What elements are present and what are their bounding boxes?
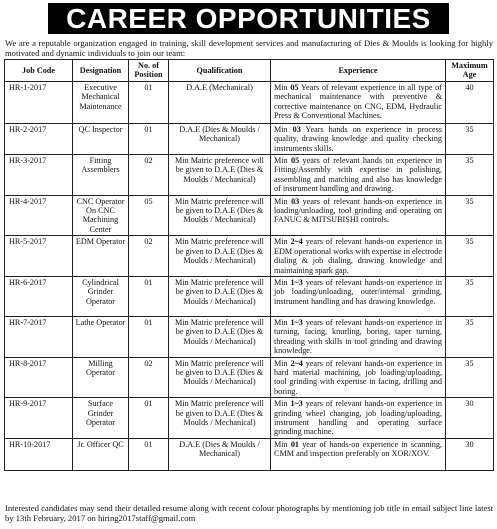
experience-text: years of relevant hands-on experience in EDM operational works with expertise in electrode dialing & job dialing, drawing knowledge and maintaining spark gap. [274,237,442,275]
experience-years: 03 [291,196,300,206]
jobs-table [4,59,494,471]
positions-cell: 02 [129,155,169,196]
experience-cell [271,357,446,398]
max-age-cell: 40 [446,81,494,123]
experience-text: Min [274,317,291,327]
table-row [5,195,494,236]
footer-instructions: Interested candidates may send their detailed resume along with recent colour photographs by mentioning job title in email subject line latest by 13th February, 2017 on hiring2017staff@gmail.com [5,503,493,523]
experience-text: Min [274,277,291,287]
experience-years: 03 [292,124,301,134]
experience-cell [271,155,446,196]
designation-cell: Surface Grinder Operator [73,398,129,439]
experience-years: 2~4 [290,237,303,247]
table-row [5,316,494,357]
header-positions: No. of Position [129,60,169,82]
experience-text: Min [274,439,291,449]
experience-text: Min [274,156,291,166]
table-row [5,155,494,196]
job-code-cell: HR-6-2017 [5,276,73,316]
positions-cell: 05 [129,195,169,236]
experience-text: Min [274,358,291,368]
experience-text: years of relevant hands on experience in Fitting/Assembly with expertise in polishing, assembling and matching and also has knowledge of instrument handling and drawing. [274,156,442,194]
max-age-cell: 35 [446,276,494,316]
designation-cell: Lathe Operator [73,316,129,357]
designation-cell: CNC Operator On CNC Machining Center [73,195,129,236]
experience-years: 05 [290,156,300,166]
job-code-cell: HR-9-2017 [5,398,73,439]
experience-text: Min [274,196,292,206]
experience-cell [271,398,446,439]
header-qualification: Qualification [169,60,271,82]
experience-text: years of relevant hands-on experience in turning, facing, knurling, boring, taper turning, threading with skills in tool grinding and drawing knowledge. [274,317,442,356]
max-age-cell: 30 [446,398,494,439]
experience-text: Min [274,124,293,134]
experience-cell [271,81,446,123]
max-age-cell: 35 [446,316,494,357]
experience-cell [271,236,446,277]
table-row [5,81,494,123]
positions-cell: 02 [129,236,169,277]
experience-text: Years of relevant experience in all type of mechanical maintenance with preventive & corrective maintenance on CNC, EDM, Hydraulic Press & Conventional Machines. [274,82,442,121]
experience-cell [271,316,446,357]
experience-cell [271,195,446,236]
table-row [5,276,494,316]
header-max-age: Maximum Age [446,60,494,82]
qualification-cell: Min Matric preference will be given to D.A.E (Dies & Moulds / Mechanical) [169,276,271,316]
qualification-cell: D.A.E (Mechanical) [169,81,271,123]
job-code-cell: HR-10-2017 [5,438,73,470]
table-row [5,398,494,439]
qualification-cell: Min Matric preference will be given to D.A.E (Dies & Moulds / Mechanical) [169,316,271,357]
experience-text: years of relevant hands-on experience in job loading/unloading, outer/internal grinding, instrument handling and has drawing knowledge. [274,277,442,306]
experience-years: 1~3 [290,277,303,287]
experience-text: years of relevant hands-on experience in grinding wheel changing, job loading/uploading, instrument handling and operating surface grinding machine. [274,399,442,437]
job-code-cell: HR-7-2017 [5,316,73,357]
max-age-cell: 35 [446,155,494,196]
qualification-cell: D.A.E (Dies & Moulds / Mechanical) [169,438,271,470]
max-age-cell: 35 [446,195,494,236]
page-title: CAREER OPPORTUNITIES [48,3,449,34]
header-designation: Designation [73,60,129,82]
header-job-code: Job Code [5,60,73,82]
designation-cell: Executive Mechanical Maintenance [73,81,129,123]
experience-cell [271,123,446,154]
experience-years: 1~3 [290,399,303,409]
job-code-cell: HR-8-2017 [5,357,73,398]
experience-cell [271,276,446,316]
job-code-cell: HR-3-2017 [5,155,73,196]
experience-years: 2~4 [290,358,303,368]
designation-cell: EDM Operator [73,236,129,277]
qualification-cell: Min Matric preference will be given to D.A.E (Dies & Moulds / Mechanical) [169,155,271,196]
intro-paragraph: We are a reputable organization engaged in training, skill development services and manufacturing of Dies & Moulds is looking for highly motivated and dynamic individuals to join our team: [5,38,493,58]
experience-text: years of relevant hands-on experience in hard material machining, job loading/uploading, tool grinding with expertise in facing, drilling and boring. [274,358,442,396]
experience-cell [271,438,446,470]
table-row [5,236,494,277]
max-age-cell: 35 [446,236,494,277]
header-experience: Experience [271,60,446,82]
experience-years: 01 [290,439,300,449]
positions-cell: 01 [129,81,169,123]
designation-cell: Milling Operator [73,357,129,398]
experience-text: Min [274,82,291,92]
job-code-cell: HR-1-2017 [5,81,73,123]
max-age-cell: 30 [446,438,494,470]
max-age-cell: 35 [446,357,494,398]
table-header-row [5,60,494,82]
table-row [5,438,494,470]
experience-text: Min [274,399,291,409]
experience-text: Years hands on experience in process quality, drawing knowledge and quality checking instruments skills. [274,124,442,153]
job-code-cell: HR-5-2017 [5,236,73,277]
qualification-cell: Min Matric preference will be given to D.A.E (Dies & Moulds / Mechanical) [169,398,271,439]
experience-text: years of relevant hands-on experience in loading/unloading, tool grinding and operating on FANUC & MITSUBISHI controls. [274,196,442,225]
experience-years: 05 [290,82,299,92]
positions-cell: 01 [129,316,169,357]
positions-cell: 01 [129,398,169,439]
positions-cell: 01 [129,276,169,316]
table-row [5,123,494,154]
experience-years: 1~3 [290,317,303,327]
table-row [5,357,494,398]
experience-text: year of hands-on experience in scanning, CMM and inspection preferably on XOR/XOV. [274,439,442,459]
job-code-cell: HR-4-2017 [5,195,73,236]
designation-cell: Cylindrical Grinder Operator [73,276,129,316]
qualification-cell: D.A.E (Dies & Moulds / Mechanical) [169,123,271,154]
designation-cell: QC Inspector [73,123,129,154]
job-code-cell: HR-2-2017 [5,123,73,154]
positions-cell: 01 [129,123,169,154]
qualification-cell: Min Matric preference will be given to D.A.E (Dies & Moulds / Mechanical) [169,195,271,236]
experience-text: Min [274,237,291,247]
max-age-cell: 35 [446,123,494,154]
designation-cell: Jr. Officer QC [73,438,129,470]
positions-cell: 02 [129,357,169,398]
qualification-cell: Min Matric preference will be given to D.A.E (Dies & Moulds / Mechanical) [169,236,271,277]
designation-cell: Fitting Assemblers [73,155,129,196]
positions-cell: 01 [129,438,169,470]
qualification-cell: Min Matric preference will be given to D.A.E (Dies & Moulds / Mechanical) [169,357,271,398]
